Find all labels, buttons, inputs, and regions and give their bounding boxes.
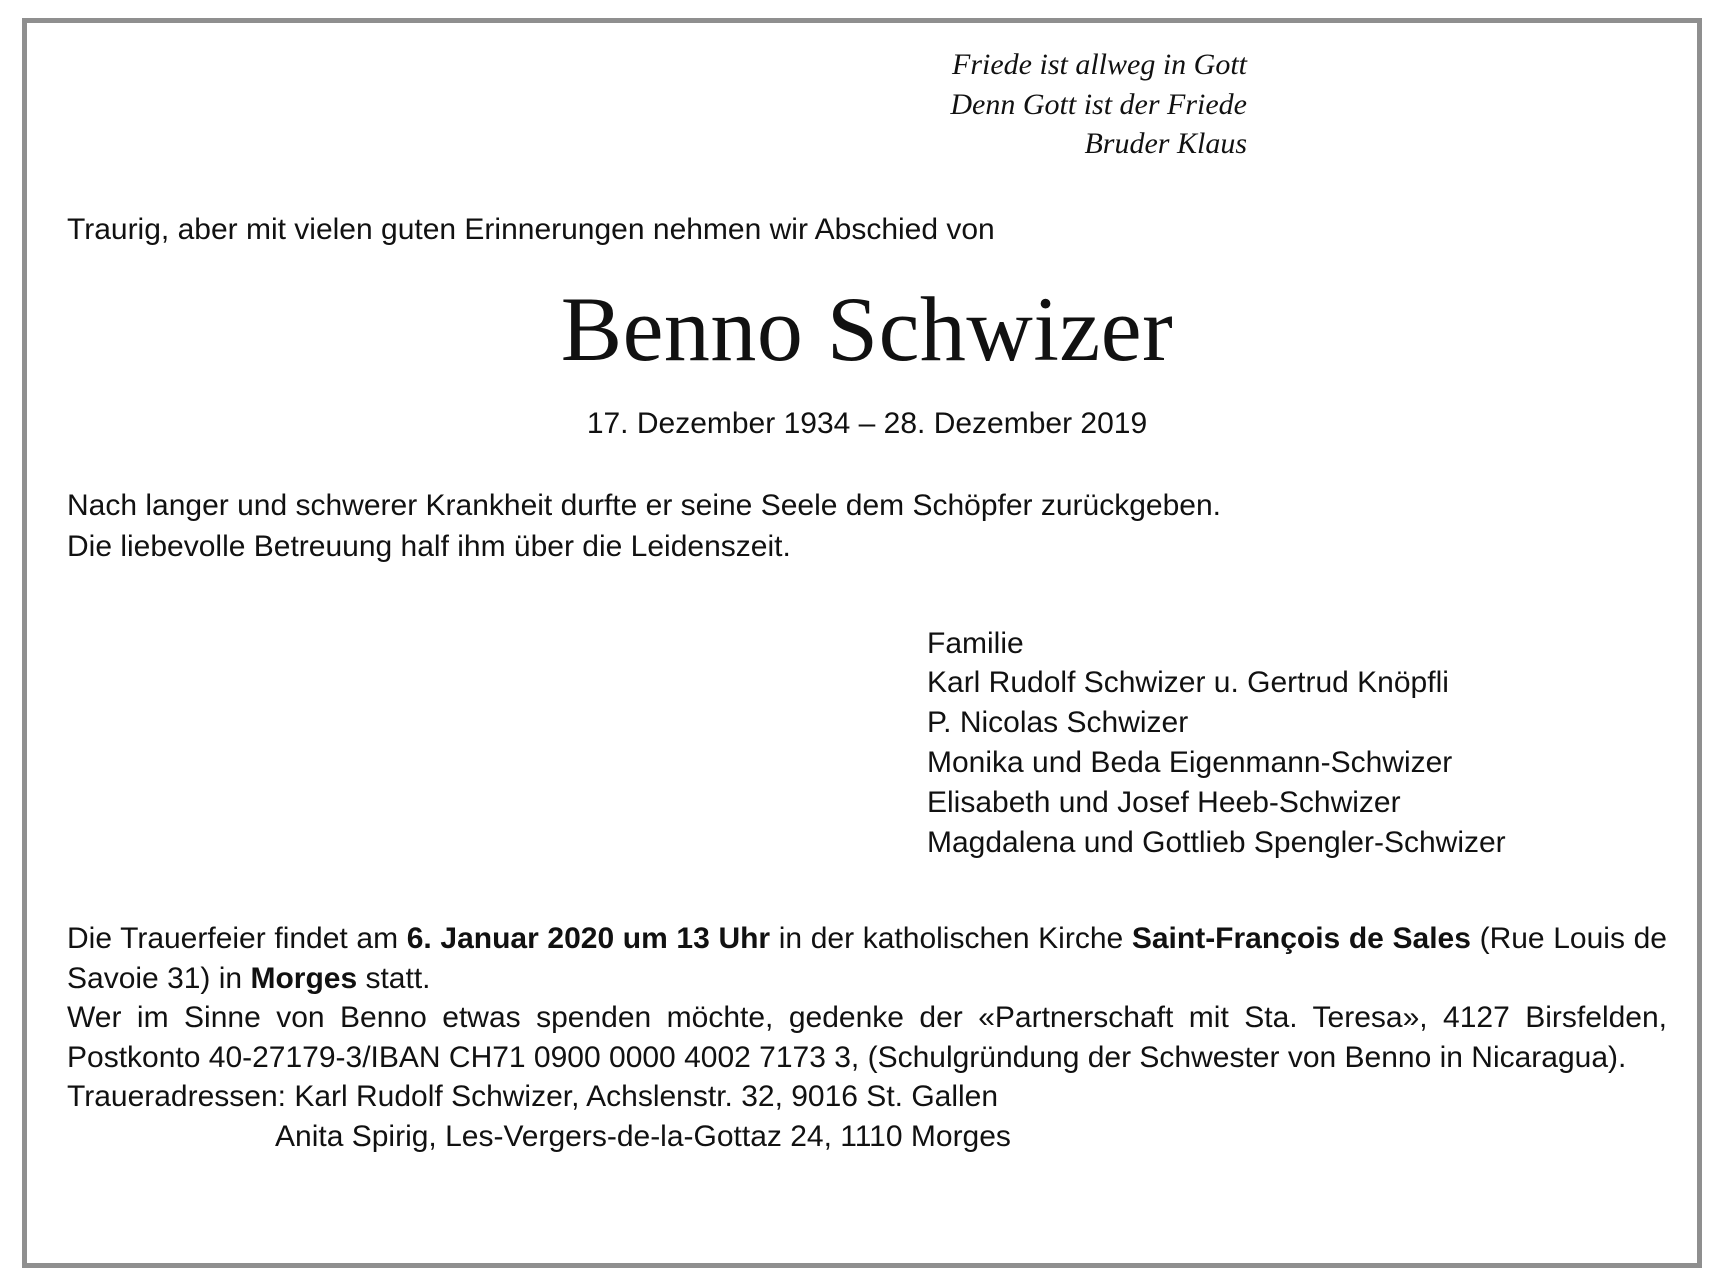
notice-frame [22, 18, 1702, 1268]
service-part2: in der katholischen Kirche [770, 921, 1132, 955]
life-dates: 17. Dezember 1934 – 28. Dezember 2019 [586, 406, 1148, 440]
epitaph-line-1: Friede ist allweg in Gott [952, 48, 1247, 81]
body-line-1: Nach langer und schwerer Krankheit durfte er seine Seele dem Schöpfer zurückgeben. [67, 488, 1221, 522]
service-paragraph [67, 919, 1667, 998]
family-line-5: Magdalena und Gottlieb Spengler-Schwizer [927, 826, 1506, 860]
family-line-1: Karl Rudolf Schwizer u. Gertrud Knöpfli [927, 666, 1449, 700]
epitaph-line-2: Denn Gott ist der Friede [950, 87, 1247, 121]
service-city: Morges [250, 961, 358, 995]
service-part3: (Rue Louis de Savoie 31) in [67, 921, 1667, 995]
deceased-name: Benno Schwizer [560, 277, 1174, 380]
service-church: Saint-François de Sales [1131, 921, 1471, 955]
service-date: 6. Januar 2020 um 13 Uhr [406, 921, 771, 955]
body-text [67, 485, 1667, 568]
family-block [927, 624, 1667, 863]
family-line-4: Elisabeth und Josef Heeb-Schwizer [927, 786, 1401, 820]
notice-content [67, 45, 1667, 1156]
family-line-3: Monika und Beda Eigenmann-Schwizer [927, 746, 1453, 780]
family-line-2: P. Nicolas Schwizer [927, 706, 1189, 740]
epitaph-block [67, 45, 1247, 164]
epitaph-line-3: Bruder Klaus [1084, 127, 1247, 161]
lead-text: Traurig, aber mit vielen guten Erinnerungen nehmen wir Abschied von [67, 212, 995, 246]
closing-block [67, 919, 1667, 1157]
mourning-addresses: Traueradressen: Karl Rudolf Schwizer, Achslenstr. 32, 9016 St. Gallen [67, 1080, 999, 1114]
family-line-0: Familie [927, 626, 1024, 660]
service-part1: Die Trauerfeier findet am [67, 921, 407, 955]
donation-paragraph: Wer im Sinne von Benno etwas spenden möchte, gedenke der «Partnerschaft mit Sta. Teresa», 4127 Birsfelden, Postkonto 40-27179-3/IBAN CH71 0900 0000 4002 7173 3, (Schulgründung der Schwester von Benno in Nicaragua). [67, 1001, 1667, 1074]
body-line-2: Die liebevolle Betreuung half ihm über die Leidenszeit. [67, 530, 791, 564]
mourning-address-second: Anita Spirig, Les-Vergers-de-la-Gottaz 24, 1110 Morges [275, 1119, 1011, 1153]
service-part4: statt. [357, 961, 431, 995]
